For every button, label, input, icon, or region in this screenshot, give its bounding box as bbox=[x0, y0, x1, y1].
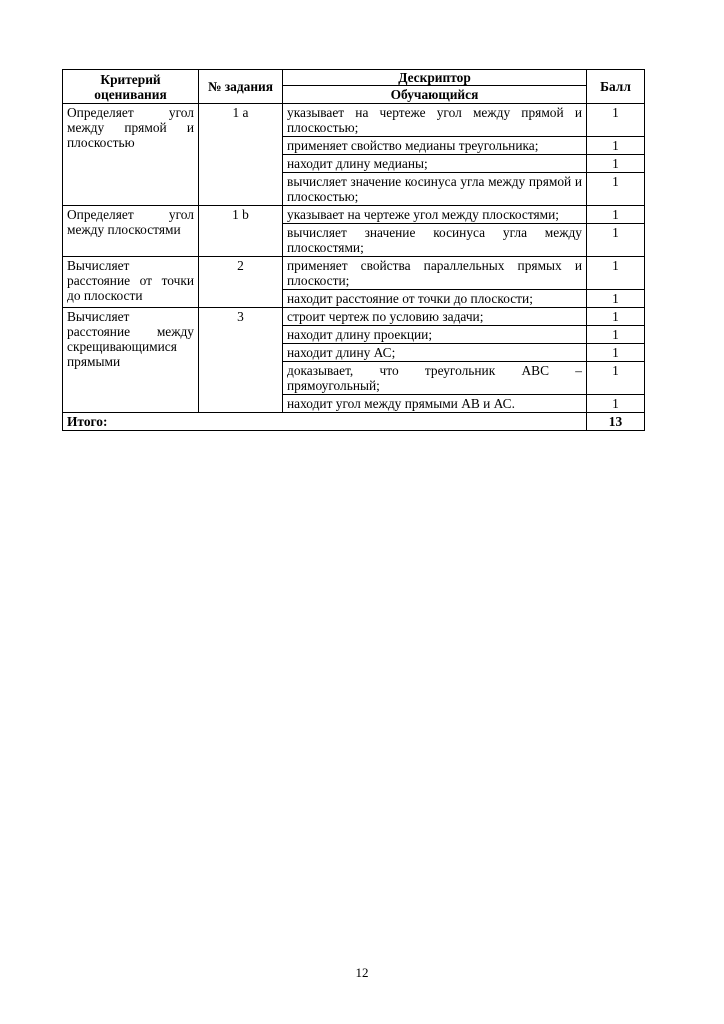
descriptor-cell: строит чертеж по условию задачи; bbox=[283, 308, 587, 326]
header-criterion: Критерий оценивания bbox=[63, 70, 199, 104]
descriptor-cell: находит длину проекции; bbox=[283, 326, 587, 344]
table-row bbox=[63, 257, 645, 290]
task-number-cell: 1 b bbox=[199, 206, 283, 257]
table-header-row bbox=[63, 70, 645, 86]
score-cell: 1 bbox=[587, 308, 645, 326]
score-cell: 1 bbox=[587, 395, 645, 413]
score-cell: 1 bbox=[587, 362, 645, 395]
score-cell: 1 bbox=[587, 155, 645, 173]
score-cell: 1 bbox=[587, 137, 645, 155]
total-row bbox=[63, 413, 645, 431]
descriptor-cell: находит длину АС; bbox=[283, 344, 587, 362]
descriptor-cell: применяет свойство медианы треугольника; bbox=[283, 137, 587, 155]
score-cell: 1 bbox=[587, 224, 645, 257]
descriptor-cell: вычисляет значение косинуса угла между прямой и плоскостью; bbox=[283, 173, 587, 206]
task-number-cell: 1 a bbox=[199, 104, 283, 206]
descriptor-cell: указывает на чертеже угол между прямой и плоскостью; bbox=[283, 104, 587, 137]
table-row bbox=[63, 104, 645, 137]
assessment-rubric-table bbox=[62, 69, 645, 431]
descriptor-cell: указывает на чертеже угол между плоскостями; bbox=[283, 206, 587, 224]
score-cell: 1 bbox=[587, 344, 645, 362]
descriptor-cell: находит угол между прямыми АВ и АС. bbox=[283, 395, 587, 413]
table-row bbox=[63, 308, 645, 326]
descriptor-cell: находит длину медианы; bbox=[283, 155, 587, 173]
total-label: Итого: bbox=[63, 413, 587, 431]
descriptor-cell: вычисляет значение косинуса угла между плоскостями; bbox=[283, 224, 587, 257]
criterion-cell: Вычисляет расстояние от точки до плоскости bbox=[63, 257, 199, 308]
descriptor-cell: находит расстояние от точки до плоскости; bbox=[283, 290, 587, 308]
page-number: 12 bbox=[355, 965, 369, 980]
task-number-cell: 3 bbox=[199, 308, 283, 413]
header-task-number: № задания bbox=[199, 70, 283, 104]
criterion-cell: Определяет угол между плоскостями bbox=[63, 206, 199, 257]
table-row bbox=[63, 206, 645, 224]
criterion-cell: Вычисляет расстояние между скрещивающимися прямыми bbox=[63, 308, 199, 413]
total-score: 13 bbox=[587, 413, 645, 431]
descriptor-cell: доказывает, что треугольник АВС – прямоугольный; bbox=[283, 362, 587, 395]
score-cell: 1 bbox=[587, 173, 645, 206]
descriptor-cell: применяет свойства параллельных прямых и плоскости; bbox=[283, 257, 587, 290]
task-number-cell: 2 bbox=[199, 257, 283, 308]
score-cell: 1 bbox=[587, 326, 645, 344]
header-learner: Обучающийся bbox=[283, 86, 587, 104]
score-cell: 1 bbox=[587, 206, 645, 224]
header-score: Балл bbox=[587, 70, 645, 104]
header-descriptor: Дескриптор bbox=[283, 70, 587, 86]
score-cell: 1 bbox=[587, 104, 645, 137]
score-cell: 1 bbox=[587, 290, 645, 308]
score-cell: 1 bbox=[587, 257, 645, 290]
criterion-cell: Определяет угол между прямой и плоскостью bbox=[63, 104, 199, 206]
